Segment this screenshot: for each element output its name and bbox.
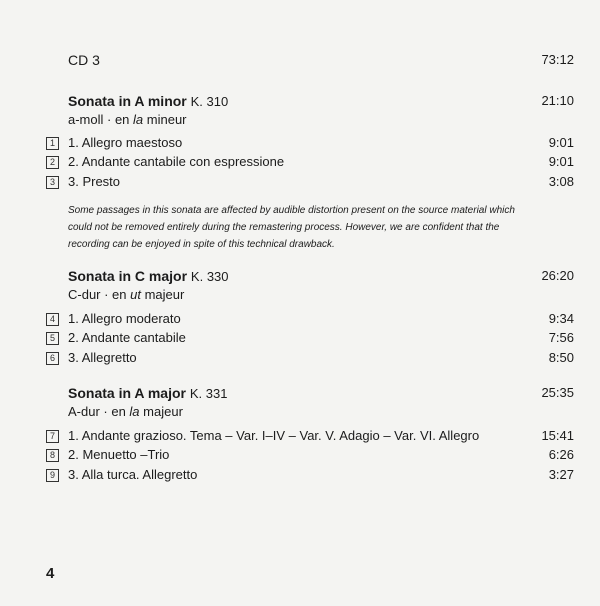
track-number-box: 1 (46, 137, 59, 150)
kv-number: K. 330 (190, 269, 229, 284)
subtitle-suffix: majeur (139, 404, 183, 419)
sonata-title: Sonata in A major (68, 385, 186, 401)
distortion-note: Some passages in this sonata are affected by audible distortion present on the source material which could not be removed entirely during the remastering process. However, we are confident that the recording can be enjoyed in spite of this technical drawback. (68, 205, 515, 250)
subtitle-prefix: C-dur · en (68, 287, 131, 302)
subtitle-italic: la (133, 112, 144, 127)
cd-label: CD 3 (68, 52, 100, 68)
subtitle-italic: ut (130, 287, 141, 302)
track-time: 8:50 (548, 350, 574, 365)
cd-header (0, 52, 600, 72)
sonata-subtitle (0, 404, 600, 424)
track-time: 6:26 (548, 447, 574, 462)
track-number-box: 7 (46, 430, 59, 443)
sonata-duration: 21:10 (541, 93, 574, 108)
track-time: 7:56 (548, 330, 574, 345)
track-title: 1. Allegro maestoso (68, 135, 183, 150)
track-row[interactable] (0, 350, 600, 370)
sonata-heading (0, 268, 600, 288)
track-row[interactable] (0, 467, 600, 487)
subtitle-italic: la (129, 404, 140, 419)
sonata-subtitle (0, 112, 600, 132)
track-number-box: 2 (46, 156, 59, 169)
track-time: 9:34 (548, 311, 574, 326)
track-row[interactable] (0, 447, 600, 467)
track-time: 3:27 (548, 467, 574, 482)
track-number-box: 8 (46, 449, 59, 462)
track-time: 9:01 (548, 154, 574, 169)
track-title: 2. Andante cantabile con espressione (68, 154, 285, 169)
track-row[interactable] (0, 154, 600, 174)
sonata-heading (0, 385, 600, 405)
track-time: 15:41 (541, 428, 574, 443)
track-title: 1. Allegro moderato (68, 311, 181, 326)
subtitle-prefix: a-moll · en (68, 112, 134, 127)
track-title: 3. Allegretto (68, 350, 137, 365)
track-time: 9:01 (548, 135, 574, 150)
kv-number: K. 310 (190, 94, 229, 109)
subtitle-suffix: majeur (140, 287, 185, 302)
track-number-box: 9 (46, 469, 59, 482)
subtitle-suffix: mineur (143, 112, 187, 127)
track-time: 3:08 (548, 174, 574, 189)
track-title: 3. Presto (68, 174, 121, 189)
sonata-subtitle (0, 287, 600, 307)
track-row[interactable] (0, 135, 600, 155)
track-number-box: 5 (46, 332, 59, 345)
subtitle-prefix: A-dur · en (68, 404, 130, 419)
page-number: 4 (46, 565, 55, 582)
track-title: 1. Andante grazioso. Tema – Var. I–IV – Var. V. Adagio – Var. VI. Allegro (68, 428, 480, 443)
cd-total-time: 73:12 (541, 52, 574, 67)
sonata-title: Sonata in C major (68, 268, 188, 284)
track-row[interactable] (0, 174, 600, 194)
track-row[interactable] (0, 311, 600, 331)
track-row[interactable] (0, 330, 600, 350)
sonata-duration: 26:20 (541, 268, 574, 283)
kv-number: K. 331 (189, 386, 228, 401)
track-title: 3. Alla turca. Allegretto (68, 467, 198, 482)
track-number-box: 4 (46, 313, 59, 326)
track-row[interactable] (0, 428, 600, 448)
sonata-duration: 25:35 (541, 385, 574, 400)
track-title: 2. Menuetto –Trio (68, 447, 170, 462)
track-title: 2. Andante cantabile (68, 330, 186, 345)
track-number-box: 6 (46, 352, 59, 365)
sonata-title: Sonata in A minor (68, 93, 187, 109)
sonata-heading (0, 93, 600, 113)
track-number-box: 3 (46, 176, 59, 189)
